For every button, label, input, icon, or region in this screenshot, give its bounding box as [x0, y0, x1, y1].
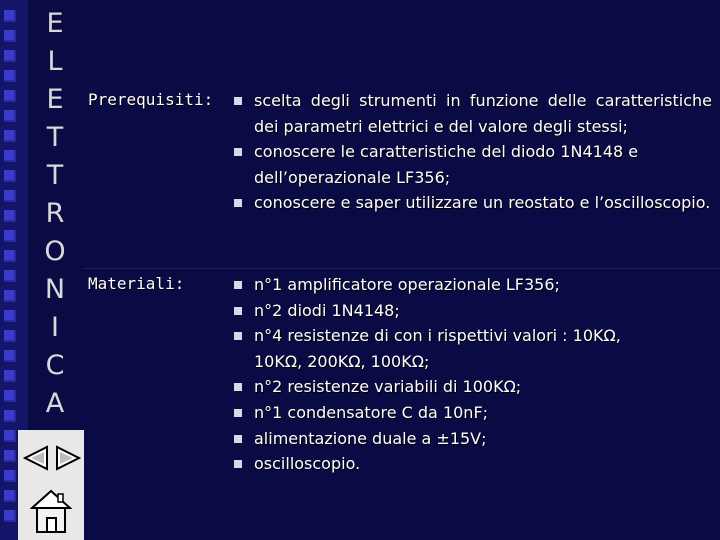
bullet-icon — [234, 281, 242, 289]
title-letter: I — [51, 312, 59, 343]
list-item-text: n°1 amplificatore operazionale LF356; — [254, 275, 560, 294]
list-item-text: conoscere e saper utilizzare un reostato e l’oscilloscopio. — [254, 193, 711, 213]
list-item-text: n°4 resistenze di con i rispettivi valori : 10KΩ, 10KΩ, 200KΩ, 100KΩ; — [254, 326, 621, 371]
stripe-square — [4, 410, 16, 422]
list-item — [234, 323, 646, 374]
prerequisites-list — [234, 88, 712, 216]
stripe-square — [4, 470, 16, 482]
title-letter: A — [45, 388, 65, 419]
stripe-square — [4, 350, 16, 362]
bullet-icon — [234, 332, 242, 340]
bullet-icon — [234, 383, 242, 391]
section-divider — [84, 268, 720, 269]
bullet-icon — [234, 307, 242, 315]
list-item-text: oscilloscopio. — [254, 454, 361, 474]
title-letter: R — [45, 198, 65, 229]
bullet-icon — [234, 97, 242, 105]
stripe-square — [4, 190, 16, 202]
stripe-square — [4, 130, 16, 142]
title-letter: O — [44, 236, 66, 267]
bullet-icon — [234, 199, 242, 207]
stripe-square — [4, 310, 16, 322]
materials-list — [234, 272, 712, 477]
list-item-text: conoscere le caratteristiche del diodo 1N4148 e dell’operazionale LF356; — [254, 142, 639, 187]
stripe-square — [4, 170, 16, 182]
stripe-square — [4, 110, 16, 122]
title-letter: E — [46, 8, 64, 39]
stripe-square — [4, 290, 16, 302]
list-item — [234, 400, 712, 426]
triangle-left-icon — [22, 444, 50, 472]
list-item — [234, 426, 712, 452]
stripe-square — [4, 390, 16, 402]
stripe-square — [4, 90, 16, 102]
triangle-right-icon — [54, 444, 82, 472]
home-icon — [30, 488, 72, 534]
list-item-text: n°2 resistenze variabili di 100KΩ; — [254, 377, 522, 397]
stripe-square — [4, 270, 16, 282]
list-item-text: alimentazione duale a ±15V; — [254, 428, 487, 448]
previous-slide-button[interactable] — [22, 444, 50, 472]
bullet-icon — [234, 148, 242, 156]
title-letter: E — [46, 84, 64, 115]
title-letter: T — [46, 122, 64, 153]
materials-label: Materiali: — [88, 274, 185, 293]
title-letter: T — [46, 160, 64, 191]
list-item — [234, 298, 712, 324]
stripe-square — [4, 370, 16, 382]
stripe-square — [4, 70, 16, 82]
stripe-square — [4, 450, 16, 462]
next-slide-button[interactable] — [54, 444, 82, 472]
title-letter: N — [44, 274, 66, 305]
list-item — [234, 374, 712, 400]
prerequisites-label: Prerequisiti: — [88, 90, 214, 109]
stripe-square — [4, 10, 16, 22]
list-item — [234, 451, 712, 477]
bullet-icon — [234, 409, 242, 417]
list-item — [234, 190, 712, 216]
list-item — [234, 272, 712, 298]
stripe-square — [4, 250, 16, 262]
stripe-square — [4, 430, 16, 442]
stripe-square — [4, 510, 16, 522]
list-item-text: n°1 condensatore C da 10nF; — [254, 402, 489, 422]
stripe-square — [4, 490, 16, 502]
bullet-icon — [234, 435, 242, 443]
stripe-square — [4, 50, 16, 62]
stripe-square — [4, 330, 16, 342]
list-item-text: scelta degli strumenti in funzione delle caratteristiche dei parametri elettrici e del valore degli stessi; — [254, 91, 712, 136]
stripe-square — [4, 210, 16, 222]
bullet-icon — [234, 460, 242, 468]
title-letter: L — [47, 46, 63, 77]
title-letter: C — [45, 350, 65, 381]
list-item-text: n°2 diodi 1N4148; — [254, 300, 400, 320]
stripe-square — [4, 150, 16, 162]
stripe-square — [4, 30, 16, 42]
home-button[interactable] — [30, 488, 72, 534]
list-item — [234, 88, 712, 139]
stripe-square — [4, 230, 16, 242]
list-item — [234, 139, 712, 190]
